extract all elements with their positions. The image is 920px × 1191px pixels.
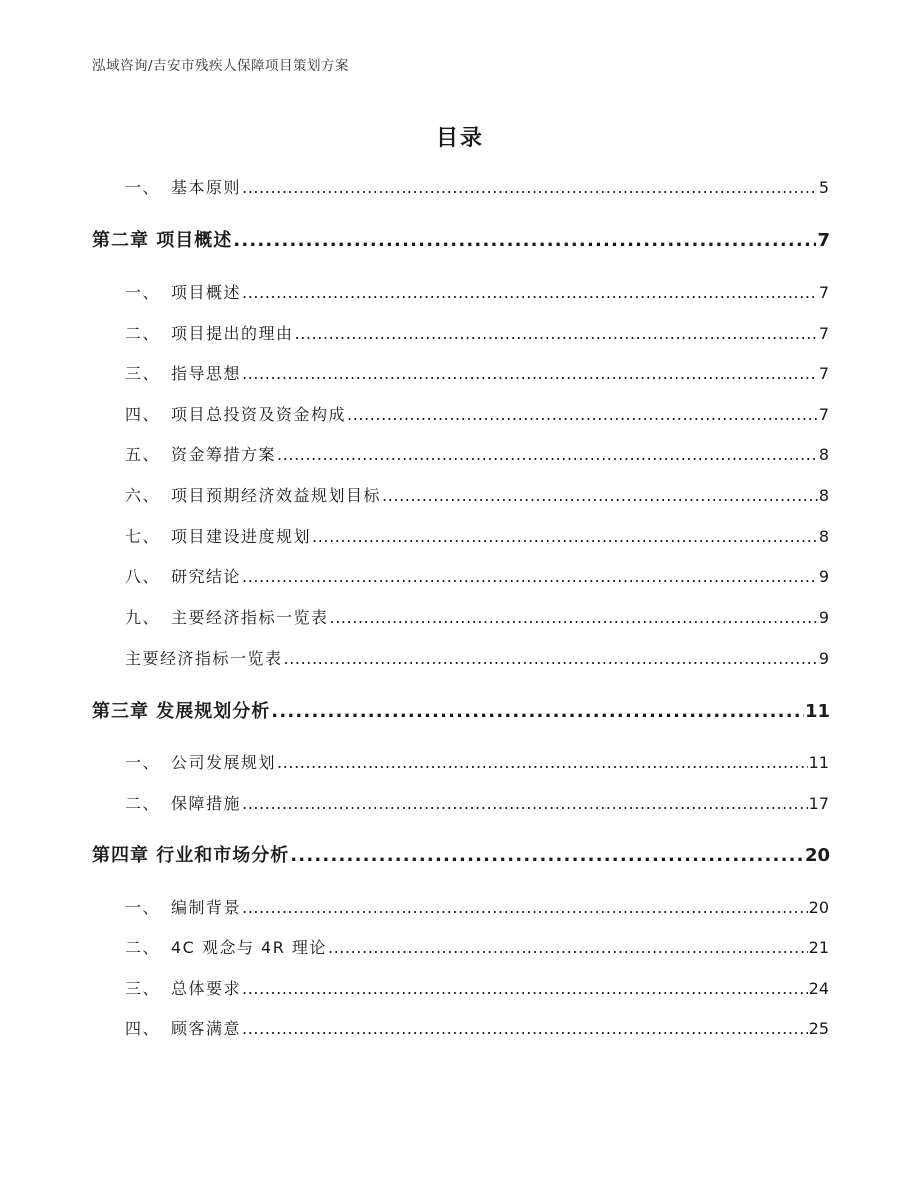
toc-entry-number: 六、 bbox=[125, 486, 161, 505]
toc-entry-number: 四、 bbox=[125, 1019, 161, 1038]
toc-entry-number: 七、 bbox=[125, 527, 161, 546]
toc-entry-page: 20 bbox=[808, 898, 829, 917]
toc-entry-page: 9 bbox=[818, 567, 829, 586]
toc-entry-number: 五、 bbox=[125, 445, 161, 464]
toc-entry-label: 资金筹措方案 bbox=[171, 445, 277, 464]
toc-entry[interactable] bbox=[125, 895, 829, 918]
toc-dot-leader bbox=[312, 527, 818, 546]
toc-dot-leader bbox=[242, 979, 808, 998]
toc-entry[interactable] bbox=[125, 175, 829, 198]
toc-dot-leader bbox=[271, 701, 804, 722]
toc-dot-leader bbox=[242, 178, 818, 197]
toc-dot-leader bbox=[277, 753, 808, 772]
toc-entry[interactable] bbox=[125, 976, 829, 999]
toc-entry-number: 八、 bbox=[125, 567, 161, 586]
toc-dot-leader bbox=[284, 649, 818, 668]
toc-dot-leader bbox=[242, 1019, 808, 1038]
toc-entry-number: 一、 bbox=[125, 898, 161, 917]
toc-entry-page: 8 bbox=[818, 527, 829, 546]
toc-chapter-label: 第四章 行业和市场分析 bbox=[92, 845, 290, 866]
toc-entry-number: 一、 bbox=[125, 753, 161, 772]
toc-entry-label: 公司发展规划 bbox=[171, 753, 277, 772]
toc-entry-page: 7 bbox=[818, 364, 829, 383]
toc-dot-leader bbox=[242, 283, 818, 302]
toc-entry-label: 项目预期经济效益规划目标 bbox=[171, 486, 382, 505]
toc-entry[interactable] bbox=[125, 564, 829, 587]
toc-chapter[interactable] bbox=[92, 841, 830, 867]
toc-dot-leader bbox=[328, 938, 808, 957]
toc-dot-leader bbox=[242, 794, 808, 813]
toc-entry-label: 项目概述 bbox=[171, 283, 242, 302]
toc-entry[interactable] bbox=[125, 646, 829, 669]
toc-entry-number: 三、 bbox=[125, 364, 161, 383]
toc-entry-page: 5 bbox=[818, 178, 829, 197]
toc-dot-leader bbox=[295, 324, 818, 343]
toc-entry-number: 三、 bbox=[125, 979, 161, 998]
toc-entry-label: 保障措施 bbox=[171, 794, 242, 813]
toc-entry[interactable] bbox=[125, 321, 829, 344]
toc-entry-page: 7 bbox=[818, 283, 829, 302]
toc-entry-page: 7 bbox=[818, 405, 829, 424]
toc-entry-page: 11 bbox=[808, 753, 829, 772]
document-header: 泓域咨询/吉安市残疾人保障项目策划方案 bbox=[92, 58, 350, 74]
toc-entry-label: 项目建设进度规划 bbox=[171, 527, 312, 546]
toc-entry-label: 研究结论 bbox=[171, 567, 242, 586]
page-title: 目录 bbox=[435, 126, 484, 151]
toc-entry-label: 编制背景 bbox=[171, 898, 242, 917]
toc-chapter[interactable] bbox=[92, 226, 830, 252]
toc-entry-page: 9 bbox=[818, 608, 829, 627]
toc-entry-number: 二、 bbox=[125, 324, 161, 343]
toc-entry-number: 二、 bbox=[125, 938, 161, 957]
toc-entry-number: 一、 bbox=[125, 283, 161, 302]
toc-entry-page: 9 bbox=[818, 649, 829, 668]
toc-entry[interactable] bbox=[125, 483, 829, 506]
toc-entry-label: 项目提出的理由 bbox=[171, 324, 294, 343]
toc-chapter-label: 第二章 项目概述 bbox=[92, 230, 233, 251]
toc-entry-label: 总体要求 bbox=[171, 979, 242, 998]
toc-dot-leader bbox=[382, 486, 818, 505]
toc-entry[interactable] bbox=[125, 280, 829, 303]
toc-dot-leader bbox=[233, 230, 816, 251]
toc-entry-label: 项目总投资及资金构成 bbox=[171, 405, 347, 424]
toc-entry-label: 基本原则 bbox=[171, 178, 242, 197]
toc-dot-leader bbox=[330, 608, 818, 627]
toc-entry[interactable] bbox=[125, 935, 829, 958]
toc-entry-page: 8 bbox=[818, 445, 829, 464]
toc-entry-page: 24 bbox=[808, 979, 829, 998]
toc-entry[interactable] bbox=[125, 442, 829, 465]
toc-chapter-label: 第三章 发展规划分析 bbox=[92, 701, 271, 722]
toc-entry[interactable] bbox=[125, 1016, 829, 1039]
toc-entry-page: 8 bbox=[818, 486, 829, 505]
toc-entry-number: 二、 bbox=[125, 794, 161, 813]
toc-entry-page: 17 bbox=[808, 794, 829, 813]
toc-entry[interactable] bbox=[125, 750, 829, 773]
toc-entry[interactable] bbox=[125, 791, 829, 814]
toc-dot-leader bbox=[242, 898, 808, 917]
toc-entry-number: 一、 bbox=[125, 178, 161, 197]
toc-entry[interactable] bbox=[125, 605, 829, 628]
toc-chapter-page: 20 bbox=[804, 845, 830, 866]
toc-entry[interactable] bbox=[125, 402, 829, 425]
toc-entry-page: 25 bbox=[808, 1019, 829, 1038]
toc-entry[interactable] bbox=[125, 361, 829, 384]
toc-entry-number: 九、 bbox=[125, 608, 161, 627]
toc-entry-label: 指导思想 bbox=[171, 364, 242, 383]
toc-entry-label: 主要经济指标一览表 bbox=[125, 649, 283, 668]
toc-dot-leader bbox=[242, 567, 818, 586]
toc-chapter-page: 11 bbox=[804, 701, 830, 722]
toc-entry-label: 顾客满意 bbox=[171, 1019, 242, 1038]
toc-entry[interactable] bbox=[125, 524, 829, 547]
toc-entry-number: 四、 bbox=[125, 405, 161, 424]
toc-entry-page: 7 bbox=[818, 324, 829, 343]
toc-entry-label: 4C 观念与 4R 理论 bbox=[171, 938, 327, 957]
toc-entry-page: 21 bbox=[808, 938, 829, 957]
toc-entry-label: 主要经济指标一览表 bbox=[171, 608, 329, 627]
toc-dot-leader bbox=[277, 445, 818, 464]
toc-dot-leader bbox=[242, 364, 818, 383]
toc-dot-leader bbox=[347, 405, 818, 424]
toc-chapter-page: 7 bbox=[817, 230, 830, 251]
toc-chapter[interactable] bbox=[92, 697, 830, 723]
toc-dot-leader bbox=[290, 845, 804, 866]
